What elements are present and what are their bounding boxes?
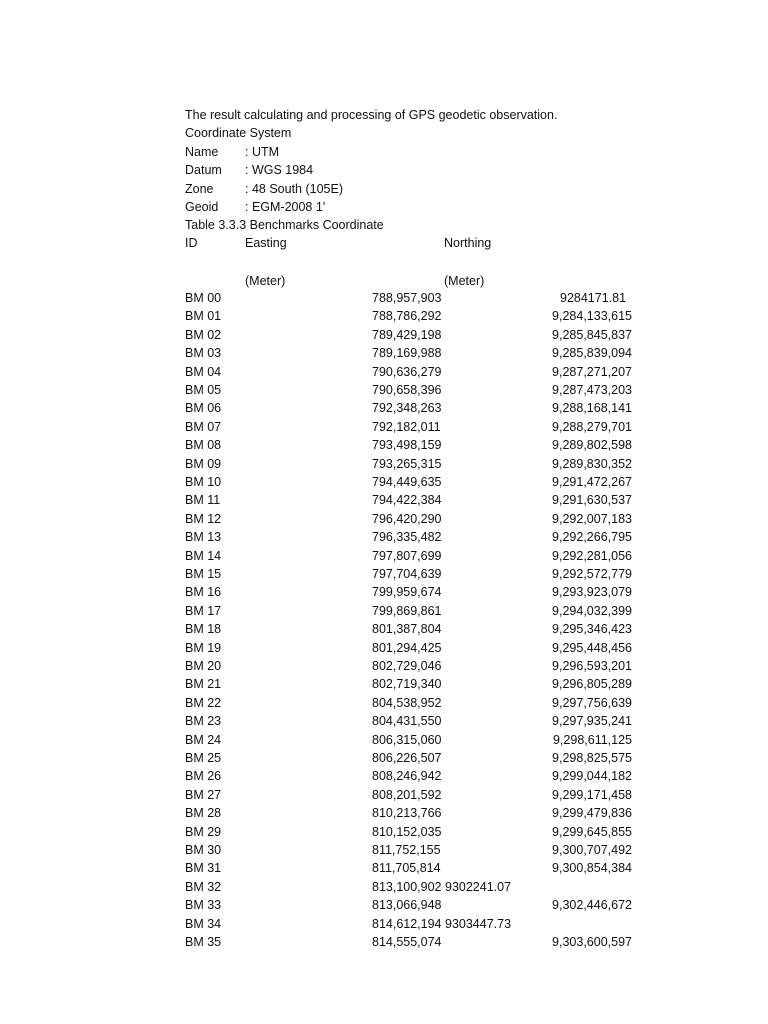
- meta-value: : EGM-2008 1': [245, 200, 326, 214]
- row-northing: 9284171.81: [560, 291, 627, 305]
- row-northing: 9,296,593,201: [552, 659, 632, 673]
- meta-value: : WGS 1984: [245, 163, 314, 177]
- row-id: BM 03: [185, 346, 222, 360]
- row-northing: 9,287,271,207: [552, 365, 632, 379]
- table-row: [0, 749, 768, 767]
- table-row: [0, 547, 768, 565]
- row-easting: 813,066,948: [372, 898, 442, 912]
- coordinate-system-label: Coordinate System: [185, 126, 292, 140]
- table-row: [0, 786, 768, 804]
- row-easting-northing: 814,612,194 9303447.73: [372, 917, 512, 931]
- header-northing-unit: (Meter): [444, 274, 485, 288]
- table-row: [0, 767, 768, 785]
- row-northing: 9,299,171,458: [552, 788, 632, 802]
- row-northing: 9,303,600,597: [552, 935, 632, 949]
- row-easting: 793,498,159: [372, 438, 442, 452]
- row-id: BM 08: [185, 438, 222, 452]
- row-northing: 9,299,479,836: [552, 806, 632, 820]
- row-northing: 9,285,845,837: [552, 328, 632, 342]
- row-id: BM 15: [185, 567, 222, 581]
- row-easting: 802,729,046: [372, 659, 442, 673]
- row-easting: 792,348,263: [372, 401, 442, 415]
- table-row: [0, 896, 768, 914]
- row-northing: 9,294,032,399: [552, 604, 632, 618]
- table-row: [0, 528, 768, 546]
- table-row: [0, 804, 768, 822]
- row-northing: 9,287,473,203: [552, 383, 632, 397]
- row-easting: 794,449,635: [372, 475, 442, 489]
- row-northing: 9,300,707,492: [552, 843, 632, 857]
- row-easting: 814,555,074: [372, 935, 442, 949]
- meta-key: Zone: [185, 182, 214, 196]
- row-northing: 9,295,448,456: [552, 641, 632, 655]
- row-id: BM 13: [185, 530, 222, 544]
- row-northing: 9,292,007,183: [552, 512, 632, 526]
- row-easting: 810,152,035: [372, 825, 442, 839]
- table-row: [0, 878, 768, 896]
- row-id: BM 30: [185, 843, 222, 857]
- table-row: [0, 602, 768, 620]
- table-row: [0, 712, 768, 730]
- row-northing: 9,289,830,352: [552, 457, 632, 471]
- row-id: BM 17: [185, 604, 222, 618]
- row-id: BM 11: [185, 493, 221, 507]
- table-row: [0, 933, 768, 951]
- row-id: BM 14: [185, 549, 222, 563]
- row-northing: 9,299,044,182: [552, 769, 632, 783]
- row-id: BM 32: [185, 880, 222, 894]
- row-northing: 9,291,630,537: [552, 493, 632, 507]
- row-northing: 9,295,346,423: [552, 622, 632, 636]
- row-id: BM 31: [185, 861, 222, 875]
- table-caption: Table 3.3.3 Benchmarks Coordinate: [185, 218, 384, 232]
- row-id: BM 05: [185, 383, 222, 397]
- row-easting: 799,869,861: [372, 604, 442, 618]
- row-id: BM 01: [185, 309, 222, 323]
- meta-key: Datum: [185, 163, 222, 177]
- row-easting: 811,752,155: [372, 843, 441, 857]
- row-northing: 9,293,923,079: [552, 585, 632, 599]
- row-id: BM 12: [185, 512, 222, 526]
- row-id: BM 24: [185, 733, 222, 747]
- row-easting: 796,335,482: [372, 530, 442, 544]
- row-id: BM 22: [185, 696, 222, 710]
- row-northing: 9,297,935,241: [552, 714, 632, 728]
- row-easting: 801,294,425: [372, 641, 442, 655]
- header-easting: Easting: [245, 236, 287, 250]
- meta-value: : 48 South (105E): [245, 182, 343, 196]
- row-easting: 804,538,952: [372, 696, 442, 710]
- row-northing: 9,296,805,289: [552, 677, 632, 691]
- row-id: BM 33: [185, 898, 222, 912]
- row-easting: 790,636,279: [372, 365, 442, 379]
- row-northing: 9,289,802,598: [552, 438, 632, 452]
- header-northing: Northing: [444, 236, 492, 250]
- row-id: BM 27: [185, 788, 222, 802]
- table-row: [0, 344, 768, 362]
- meta-key: Geoid: [185, 200, 219, 214]
- row-easting: 806,226,507: [372, 751, 442, 765]
- row-easting: 804,431,550: [372, 714, 442, 728]
- row-id: BM 09: [185, 457, 222, 471]
- table-row: [0, 694, 768, 712]
- table-row: [0, 381, 768, 399]
- row-easting: 788,957,903: [372, 291, 442, 305]
- row-northing: 9,284,133,615: [552, 309, 632, 323]
- table-row: [0, 418, 768, 436]
- table-row: [0, 823, 768, 841]
- table-row: [0, 455, 768, 473]
- row-id: BM 16: [185, 585, 222, 599]
- row-northing: 9,299,645,855: [552, 825, 632, 839]
- table-row: [0, 915, 768, 933]
- row-id: BM 04: [185, 365, 222, 379]
- document-title: The result calculating and processing of GPS geodetic observation.: [185, 108, 558, 122]
- table-row: [0, 289, 768, 307]
- row-easting: 789,429,198: [372, 328, 442, 342]
- row-id: BM 29: [185, 825, 222, 839]
- row-northing: 9,297,756,639: [552, 696, 632, 710]
- table-row: [0, 841, 768, 859]
- row-northing: 9,298,825,575: [552, 751, 632, 765]
- row-northing: 9,292,281,056: [552, 549, 632, 563]
- row-id: BM 18: [185, 622, 222, 636]
- row-id: BM 10: [185, 475, 222, 489]
- row-easting: 810,213,766: [372, 806, 442, 820]
- meta-key: Name: [185, 145, 219, 159]
- table-row: [0, 363, 768, 381]
- row-easting: 799,959,674: [372, 585, 442, 599]
- row-northing: 9,292,266,795: [552, 530, 632, 544]
- row-easting: 793,265,315: [372, 457, 442, 471]
- table-row: [0, 473, 768, 491]
- row-easting: 808,201,592: [372, 788, 442, 802]
- table-row: [0, 307, 768, 325]
- table-row: [0, 859, 768, 877]
- row-id: BM 00: [185, 291, 222, 305]
- row-easting: 792,182,011: [372, 420, 441, 434]
- row-id: BM 26: [185, 769, 222, 783]
- table-row: [0, 510, 768, 528]
- row-easting: 797,807,699: [372, 549, 442, 563]
- row-id: BM 21: [185, 677, 222, 691]
- row-id: BM 20: [185, 659, 222, 673]
- table-row: [0, 639, 768, 657]
- row-northing: 9,292,572,779: [552, 567, 632, 581]
- table-row: [0, 326, 768, 344]
- row-easting: 806,315,060: [372, 733, 442, 747]
- row-id: BM 07: [185, 420, 222, 434]
- row-easting: 801,387,804: [372, 622, 442, 636]
- row-easting: 789,169,988: [372, 346, 442, 360]
- row-easting: 797,704,639: [372, 567, 442, 581]
- table-row: [0, 399, 768, 417]
- table-row: [0, 620, 768, 638]
- row-northing: 9,302,446,672: [552, 898, 632, 912]
- row-id: BM 06: [185, 401, 222, 415]
- row-northing: 9,285,839,094: [552, 346, 632, 360]
- row-easting: 796,420,290: [372, 512, 442, 526]
- header-id: ID: [185, 236, 198, 250]
- table-row: [0, 436, 768, 454]
- row-id: BM 25: [185, 751, 222, 765]
- row-easting: 790,658,396: [372, 383, 442, 397]
- table-row: [0, 491, 768, 509]
- table-row: [0, 583, 768, 601]
- row-easting: 802,719,340: [372, 677, 442, 691]
- row-northing: 9,298,611,125: [552, 733, 632, 747]
- row-northing: 9,300,854,384: [552, 861, 632, 875]
- row-id: BM 02: [185, 328, 222, 342]
- row-id: BM 23: [185, 714, 222, 728]
- row-id: BM 34: [185, 917, 222, 931]
- header-easting-unit: (Meter): [245, 274, 286, 288]
- table-row: [0, 657, 768, 675]
- table-row: [0, 731, 768, 749]
- row-id: BM 35: [185, 935, 222, 949]
- row-northing: 9,288,168,141: [552, 401, 632, 415]
- row-easting: 788,786,292: [372, 309, 442, 323]
- meta-value: : UTM: [245, 145, 280, 159]
- row-easting: 811,705,814: [372, 861, 441, 875]
- row-easting-northing: 813,100,902 9302241.07: [372, 880, 512, 894]
- row-northing: 9,288,279,701: [552, 420, 632, 434]
- table-row: [0, 675, 768, 693]
- row-northing: 9,291,472,267: [552, 475, 632, 489]
- row-easting: 808,246,942: [372, 769, 442, 783]
- row-id: BM 19: [185, 641, 222, 655]
- row-id: BM 28: [185, 806, 222, 820]
- table-row: [0, 565, 768, 583]
- row-easting: 794,422,384: [372, 493, 442, 507]
